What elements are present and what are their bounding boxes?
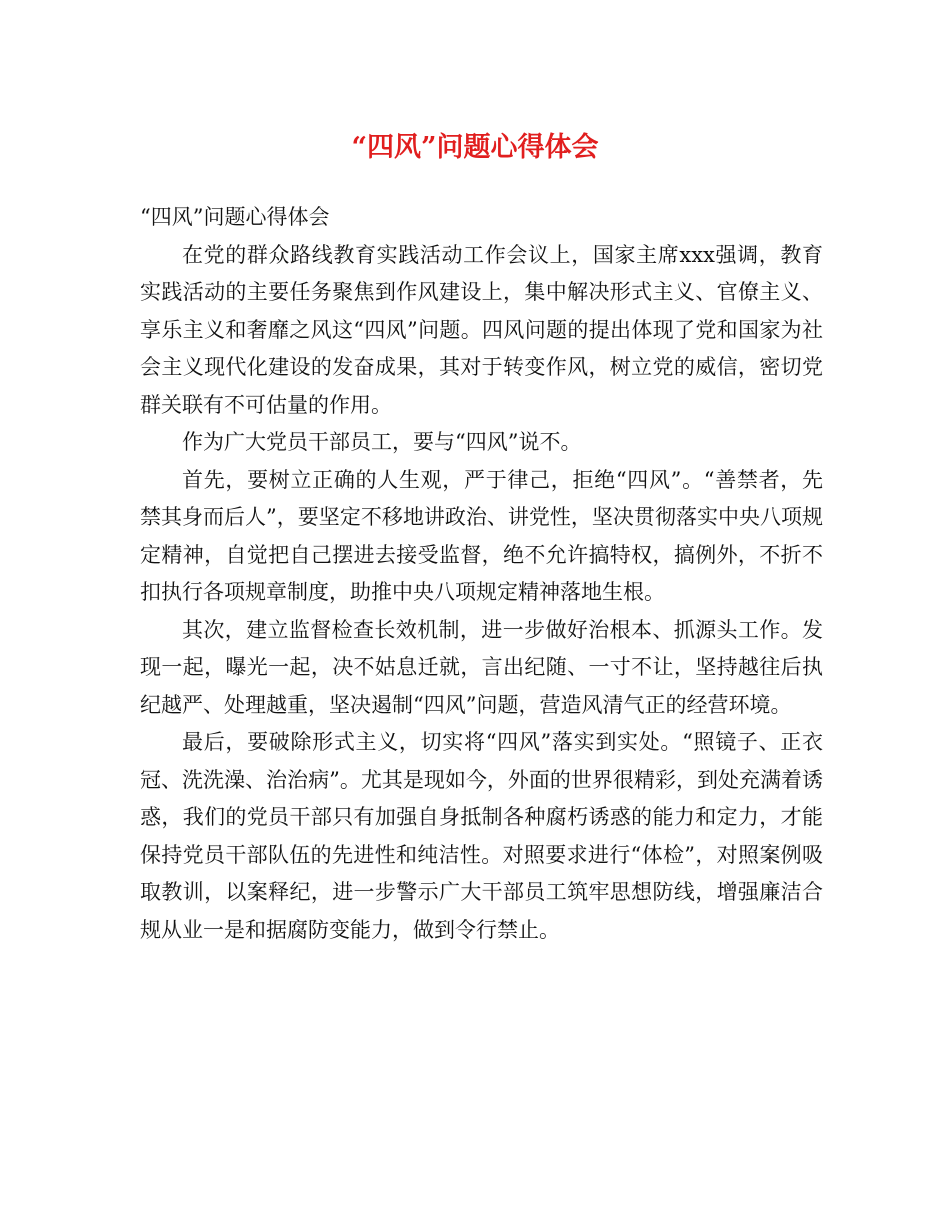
document-subtitle: “四风”问题心得体会	[140, 205, 330, 229]
paragraph: 首先，要树立正确的人生观，严于律己，拒绝“四风”。“善禁者，先禁其身而后人”，要坚定不移地讲政治、讲党性，坚决贯彻落实中央八项规定精神，自觉把自己摆进去接受监督，绝不允许搞特权，搞例外，不折不扣执行各项规章制度，助推中央八项规定精神落地生根。	[140, 467, 823, 604]
paragraph: 在党的群众路线教育实践活动工作会议上，国家主席xxx强调，教育实践活动的主要任务聚焦到作风建设上，集中解决形式主义、官僚主义、享乐主义和奢靡之风这“四风”问题。四风问题的提出体现了党和国家为社会主义现代化建设的发奋成果，其对于转变作风，树立党的威信，密切党群关联有不可估量的作用。	[140, 242, 823, 417]
page-title: “四风”问题心得体会	[351, 132, 599, 163]
document-body	[140, 199, 823, 949]
paragraph: 最后，要破除形式主义，切实将“四风”落实到实处。“照镜子、正衣冠、洗洗澡、治治病”。尤其是现如今，外面的世界很精彩，到处充满着诱惑，我们的党员干部只有加强自身抵制各种腐朽诱惑的能力和定力，才能保持党员干部队伍的先进性和纯洁性。对照要求进行“体检”，对照案例吸取教训，以案释纪，进一步警示广大干部员工筑牢思想防线，增强廉洁合规从业一是和据腐防变能力，做到令行禁止。	[140, 730, 823, 942]
paragraph: 其次，建立监督检查长效机制，进一步做好治根本、抓源头工作。发现一起，曝光一起，决不姑息迁就，言出纪随、一寸不让，坚持越往后执纪越严、处理越重，坚决遏制“四风”问题，营造风清气正的经营环境。	[140, 617, 823, 717]
paragraph: 作为广大党员干部员工，要与“四风”说不。	[182, 430, 582, 454]
